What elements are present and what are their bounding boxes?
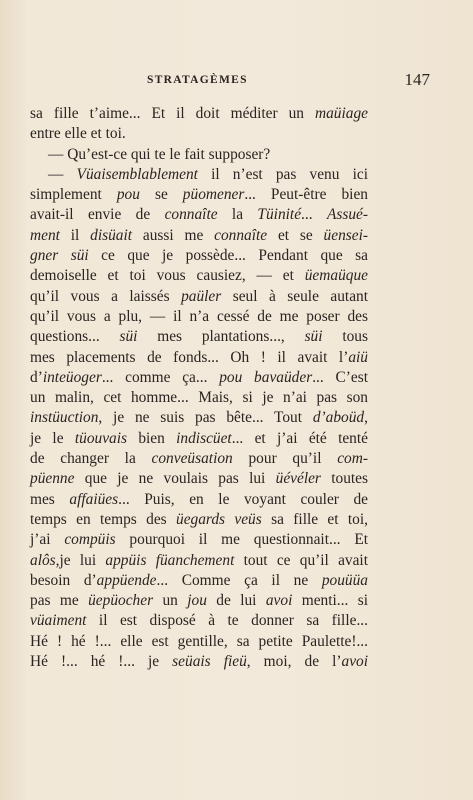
text-line [30,530,368,550]
text-segment: un [153,592,188,610]
text-segment: j’ai [30,531,65,549]
text-segment: Hé !... hé !... je [30,653,173,671]
text-segment: besoin d’ [30,571,97,589]
text-segment: avait-il envie de [30,206,165,224]
text-segment: je le [30,429,75,447]
text-segment: mes [30,490,70,508]
text-line [30,490,368,510]
text-segment: sa fille et toi, [261,510,368,528]
text-segment: tout ce qu’il avait [234,551,368,569]
text-segment: mes plantations..., [137,328,305,346]
italic-segment: indiscüet [176,429,232,447]
italic-segment: üepüocher [88,592,154,610]
italic-segment: maüiage [314,105,368,122]
italic-segment: connaîte [214,226,268,244]
text-line [30,571,368,591]
text-segment: demoiselle et toi vous causiez, — et [30,267,305,285]
italic-segment: üemaüque [304,267,368,285]
italic-segment: jou [187,592,207,610]
text-segment: qu’il vous a laissés [30,287,182,305]
text-segment: de lui [206,592,266,610]
italic-segment: avoi [341,653,368,671]
italic-segment: connaîte [164,206,218,224]
italic-segment: Tüinité [257,206,302,224]
text-segment: la [217,206,258,224]
italic-segment: ment [30,226,60,244]
italic-segment: aiü [348,348,368,366]
text-segment: tous [322,328,368,346]
text-line [30,348,368,368]
italic-segment: pouüüa [321,571,368,589]
text-line [30,185,368,205]
italic-segment: inteüoger [42,368,102,386]
italic-segment: pou bavaüder [219,368,313,386]
italic-segment: püomener [182,186,245,204]
text-segment: ... [301,206,327,224]
italic-segment: tüouvais [74,429,127,447]
text-segment: pour qu’il [232,450,338,468]
text-segment: se [139,186,183,204]
text-line [30,388,368,408]
italic-segment: affaiües [69,490,119,508]
text-line [30,246,368,266]
italic-segment: conveüsation [151,450,233,468]
text-segment: ,je lui [55,551,106,569]
text-line [30,266,368,286]
text-segment: pas me [30,592,89,610]
text-line [30,632,368,652]
italic-segment: seüais fieü [172,653,247,671]
text-line [30,408,368,428]
text-segment: pourquoi il me questionnait... Et [115,531,368,549]
text-line [30,104,368,124]
text-segment: , moi, de l’ [246,653,342,671]
text-segment: simplement [30,186,117,204]
text-segment: entre elle et toi. [30,125,126,143]
text-line [30,368,368,388]
text-segment: de changer la [30,450,152,468]
text-segment: il n’est pas venu ici [197,165,368,183]
text-segment: menti... si [292,592,368,610]
italic-segment: Assué- [326,206,368,224]
text-line [30,591,368,611]
text-line [30,287,368,307]
text-segment: — Qu’est-ce qui te le fait supposer? [48,145,271,163]
text-segment: , je ne suis pas bête... Tout [98,409,313,427]
italic-segment: üensei- [323,226,368,244]
text-segment: ... Peut-être bien [244,186,368,204]
text-line [30,145,368,165]
text-line [30,551,368,571]
italic-segment: püenne [30,470,75,488]
text-segment: sa fille t’aime... Et il doit méditer un [30,105,315,122]
italic-segment: Vüaisemblablement [76,165,198,183]
page-number: 147 [404,70,430,89]
text-segment: , [364,409,368,427]
text-segment: ... et j’ai été tenté [231,429,368,447]
italic-segment: appüende [96,571,157,589]
italic-segment: com- [337,450,368,468]
text-segment: ... C’est [312,368,369,386]
text-segment: il est disposé à te donner sa fille... [86,612,368,630]
text-line [30,510,368,530]
text-segment: ce que je possède... Pendant que sa [88,247,368,265]
text-segment: il [59,226,91,244]
text-segment: — [48,165,77,183]
text-line [30,226,368,246]
body-text [30,104,368,672]
text-segment: seul à seule autant [221,287,368,305]
text-line [30,205,368,225]
text-segment: d’ [30,368,43,386]
page-header [30,70,430,90]
italic-segment: disüait [90,226,133,244]
text-segment: ... Comme ça il ne [156,571,322,589]
italic-segment: paüler [181,287,222,305]
text-segment: Hé ! hé !... elle est gentille, sa petite Paulette!... [30,632,368,650]
text-line [30,327,368,347]
text-line [30,307,368,327]
italic-segment: süi [119,328,138,346]
text-segment: bien [127,429,177,447]
text-line [30,652,368,672]
text-line [30,611,368,631]
italic-segment: compüis [64,531,116,549]
text-segment: ... comme ça... [101,368,220,386]
text-line [30,429,368,449]
italic-segment: üévéler [275,470,321,488]
text-line [30,469,368,489]
text-line [30,449,368,469]
text-segment: mes placements de fonds... Oh ! il avait l’ [30,348,349,366]
text-segment: et se [267,226,324,244]
text-segment: qu’il vous a plu, — il n’a cessé de me poser des [30,307,368,325]
text-segment: que je ne voulais pas lui [74,470,276,488]
italic-segment: instüuction [30,409,99,427]
italic-segment: süi [304,328,323,346]
text-segment: aussi me [132,226,215,244]
text-segment: toutes [320,470,368,488]
text-segment: un malin, cet homme... Mais, si je n’ai pas son [30,389,368,407]
text-line [30,124,368,144]
italic-segment: gner süi [30,247,89,265]
italic-segment: appüis füanchement [105,551,235,569]
running-head: STRATAGÈMES [147,74,248,86]
text-segment: ... Puis, en le voyant couler de [118,490,369,508]
italic-segment: avoi [265,592,293,610]
italic-segment: pou [116,186,140,204]
italic-segment: üegards veüs [176,510,262,528]
text-segment: questions... [30,328,120,346]
italic-segment: alôs [30,551,56,569]
text-segment: temps en temps des [30,510,177,528]
italic-segment: vüaiment [30,612,87,630]
italic-segment: d’aboüd [312,409,365,427]
text-line [30,165,368,185]
